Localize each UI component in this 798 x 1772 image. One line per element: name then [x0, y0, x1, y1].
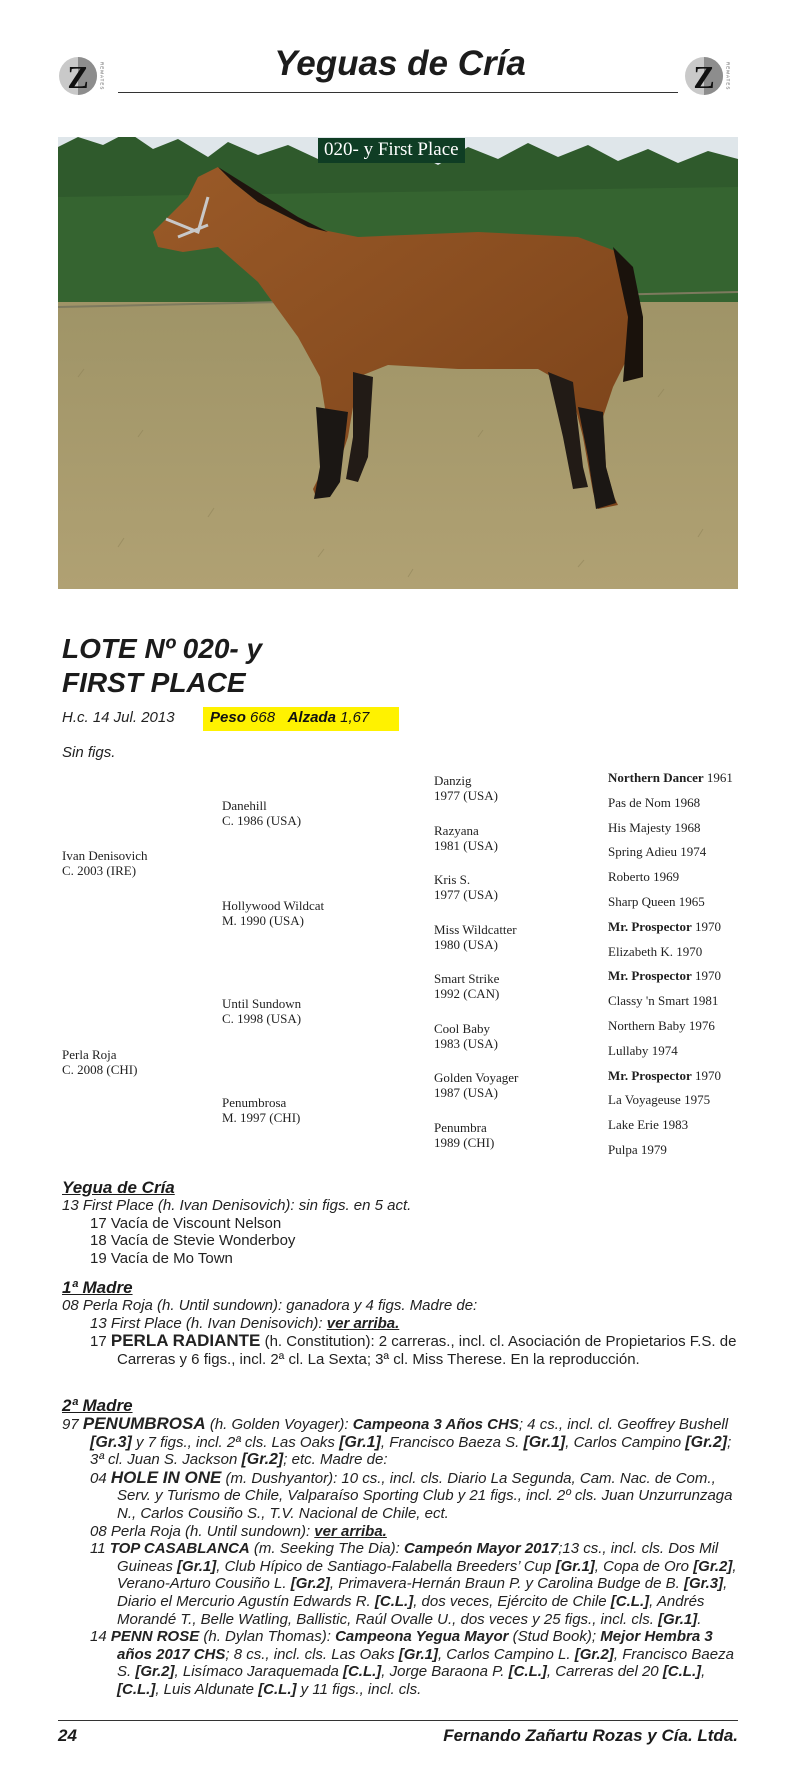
- pedigree-detail: C. 2008 (CHI): [62, 1062, 138, 1077]
- entry-text: , Verano-Arturo Cousiño L.: [117, 1557, 737, 1593]
- section-heading: Yegua de Cría: [62, 1178, 175, 1197]
- entry-text: ; etc. Madre de:: [283, 1451, 388, 1469]
- pedigree-year: 1970: [695, 968, 722, 984]
- pedigree-name: Spring Adieu: [608, 844, 677, 860]
- pedigree-year: 1970: [676, 943, 703, 959]
- entry-text: , Carlos Campino: [565, 1433, 686, 1451]
- offspring-name: PENUMBROSA: [82, 1414, 206, 1433]
- pedigree-detail: C. 1998 (USA): [222, 1011, 302, 1026]
- offspring-name: PERLA RADIANTE: [110, 1331, 261, 1351]
- entry-line: 08 Perla Roja (h. Until sundown): ganadora y 4 figs. Madre de:: [62, 1297, 478, 1314]
- pedigree-gen4-entry: [608, 968, 721, 984]
- horse-photo: [58, 137, 738, 589]
- pedigree-name: Miss Wildcatter: [434, 922, 517, 937]
- svg-text:REMATES: REMATES: [725, 62, 731, 91]
- pedigree-gen4-entry: [608, 820, 700, 836]
- entry-year: 17: [90, 1333, 111, 1351]
- header-rule: [118, 92, 678, 93]
- pedigree-gen4-entry: [608, 993, 718, 1009]
- pedigree-detail: C. 2003 (IRE): [62, 863, 137, 878]
- pedigree-name: Perla Roja: [62, 1047, 117, 1062]
- grade-tag: [Gr.2]: [574, 1645, 614, 1663]
- pedigree-year: 1976: [688, 1018, 715, 1033]
- pedigree-detail: C. 1986 (USA): [222, 813, 302, 828]
- pedigree-name: Golden Voyager: [434, 1070, 519, 1085]
- entry-line: [62, 1415, 738, 1469]
- pedigree-gen4-entry: [608, 869, 679, 885]
- pedigree-gen4-entry: [608, 1068, 721, 1084]
- pedigree-name: Classy 'n Smart: [608, 993, 690, 1009]
- section-yegua-de-cria: [62, 1178, 738, 1267]
- pedigree-gen2: [222, 996, 301, 1026]
- ver-arriba-ref: ver arriba.: [314, 1522, 387, 1540]
- pedigree-year: 1968: [674, 794, 701, 810]
- entry-line: 13 First Place (h. Ivan Denisovich): sin figs. en 5 act.: [62, 1197, 412, 1214]
- grade-tag: [C.L.]: [342, 1663, 382, 1681]
- entry-line: 18 Vacía de Stevie Wonderboy: [90, 1232, 296, 1250]
- pedigree-name: La Voyageuse: [608, 1092, 681, 1108]
- offspring-name: PENN ROSE: [110, 1628, 200, 1646]
- section-primera-madre: [62, 1278, 738, 1368]
- grade-tag: [Gr.2]: [135, 1663, 175, 1681]
- grade-tag: [Gr.2]: [693, 1557, 733, 1575]
- grade-tag: [Gr.1]: [523, 1433, 566, 1451]
- entry-line: [62, 1315, 738, 1333]
- lot-number: LOTE Nº 020- y: [62, 633, 263, 664]
- remates-logo-left: [58, 52, 106, 100]
- remates-logo-right: [684, 52, 732, 100]
- pedigree-name: Sharp Queen: [608, 894, 676, 909]
- entry-text: (h. Dylan Thomas):: [199, 1628, 336, 1646]
- entry-text: , Luis Aldunate: [155, 1680, 259, 1698]
- pedigree-gen4-entry: [608, 844, 706, 860]
- pedigree-detail: 1977 (USA): [434, 887, 498, 902]
- section-segunda-madre: [62, 1396, 738, 1699]
- pedigree-gen3: [434, 872, 498, 902]
- figs-text: Sin figs.: [62, 744, 116, 761]
- alzada-label: Alzada: [287, 709, 336, 726]
- entry-text: (h. Constitution): 2 carreras., incl. cl. Asociación de Propietarios F.S. de Carreras y 6 figs., incl. 2ª cl. La Sexta; 3ª cl. Miss Therese. En la reproducción.: [117, 1333, 737, 1368]
- entry-text: , Francisco Baeza S.: [380, 1433, 524, 1451]
- pedigree-name: Lullaby: [608, 1042, 649, 1058]
- entry-year: 04: [90, 1469, 111, 1487]
- pedigree-gen4-entry: [608, 1043, 678, 1059]
- pedigree-gen4-entry: [608, 1018, 715, 1034]
- entry-year: 97: [62, 1416, 83, 1433]
- grade-tag: [Gr.1]: [177, 1557, 217, 1575]
- grade-tag: [Gr.1]: [658, 1610, 698, 1628]
- entry-text: , Diario el Mercurio Agustín Edwards R.: [117, 1575, 728, 1610]
- entry-text: (Stud Book);: [508, 1628, 601, 1646]
- entry-text: , Carreras del 20: [546, 1663, 663, 1681]
- pedigree-sire: [62, 848, 148, 878]
- grade-tag: [C.L.]: [610, 1592, 650, 1610]
- entry-title: Campeona Yegua Mayor: [335, 1628, 509, 1646]
- entry-text: (m. Seeking The Dia):: [249, 1540, 404, 1558]
- pedigree-detail: 1989 (CHI): [434, 1135, 495, 1150]
- pedigree-name: Roberto: [608, 869, 650, 885]
- entry-text: (h. Golden Voyager):: [205, 1416, 353, 1433]
- pedigree-gen4-entry: [608, 1142, 667, 1158]
- photo-caption: 020- y First Place: [318, 138, 465, 163]
- pedigree-gen4-entry: [608, 894, 705, 910]
- entry-text: (m. Dushyantor): 10 cs., incl. cls. Diario La Segunda, Cam. Nac. de Com., Serv. y Turismo de Chile, Valparaíso Sporting Club y 21 figs., incl. 2º cls. Juan Unzurrunzaga N., Carlos Cousiño S., T.V. Nacional de Chile, ect.: [117, 1469, 733, 1522]
- ver-arriba-ref: ver arriba.: [326, 1314, 400, 1332]
- entry-text: , Francisco Baeza S.: [117, 1645, 734, 1681]
- entry-title: Mejor Hembra 3 años 2017 CHS: [117, 1628, 713, 1663]
- entry-text: ; 3ª cl. Juan S. Jackson: [90, 1433, 732, 1469]
- entry-text: , Andrés Morandé T., Belle Watling, Ballistic, Raúl Ovalle U., dos veces y 25 figs., incl. cls.: [117, 1592, 705, 1628]
- grade-tag: [Gr.1]: [555, 1557, 595, 1575]
- grade-tag: [C.L.]: [374, 1592, 414, 1610]
- pedigree-detail: 1977 (USA): [434, 788, 498, 803]
- entry-text: y 11 figs., incl. cls.: [296, 1680, 422, 1698]
- entry-text: , Carlos Campino L.: [437, 1645, 575, 1663]
- grade-tag: [Gr.1]: [398, 1645, 438, 1663]
- svg-text:REMATES: REMATES: [99, 62, 105, 91]
- pedigree-name: Danzig: [434, 773, 472, 788]
- pedigree-name: Mr. Prospector: [608, 968, 692, 984]
- grade-tag: [C.L.]: [508, 1663, 547, 1681]
- entry-text: 08 Perla Roja (h. Until sundown):: [90, 1522, 315, 1540]
- pedigree-year: 1975: [684, 1092, 711, 1108]
- pedigree-gen3: [434, 823, 498, 853]
- pedigree-name: Northern Baby: [608, 1018, 686, 1033]
- pedigree-name: Northern Dancer: [608, 770, 704, 785]
- pedigree-detail: 1980 (USA): [434, 937, 498, 952]
- entry-title: Campeón Mayor 2017: [403, 1540, 559, 1558]
- pedigree-name: Smart Strike: [434, 971, 500, 986]
- entry-title: Campeona 3 Años CHS: [352, 1416, 519, 1433]
- pedigree-gen3: [434, 922, 517, 952]
- pedigree-gen4-entry: [608, 1092, 710, 1108]
- section-heading: 2ª Madre: [62, 1396, 133, 1415]
- pedigree-gen4-entry: [608, 1117, 688, 1133]
- entry-text: , Copa de Oro: [594, 1557, 694, 1575]
- pedigree-year: 1970: [695, 1067, 722, 1083]
- measurements: [210, 709, 369, 726]
- pedigree-year: 1983: [662, 1117, 689, 1133]
- grade-tag: [C.L.]: [662, 1663, 702, 1681]
- entry-text: 13 First Place (h. Ivan Denisovich):: [90, 1314, 327, 1332]
- entry-text: , Primavera-Hernán Braun P. y Carolina Budge de B.: [329, 1575, 684, 1593]
- pedigree-name: Penumbra: [434, 1120, 487, 1135]
- entry-text: , dos veces, Ejército de Chile: [413, 1592, 611, 1610]
- pedigree-gen3: [434, 773, 498, 803]
- pedigree-gen3: [434, 1070, 518, 1100]
- entry-text: ,: [701, 1663, 706, 1681]
- pedigree-detail: M. 1997 (CHI): [222, 1110, 301, 1125]
- page-number: 24: [58, 1726, 77, 1745]
- grade-tag: [Gr.2]: [290, 1575, 330, 1593]
- pedigree-name: Mr. Prospector: [608, 918, 692, 934]
- svg-text:Z: Z: [693, 59, 715, 95]
- entry-line: 17 Vacía de Viscount Nelson: [90, 1214, 282, 1232]
- pedigree-gen3: [434, 1021, 498, 1051]
- pedigree-year: 1974: [680, 844, 707, 860]
- pedigree-year: 1968: [674, 819, 701, 835]
- entry-text: ; 8 cs., incl. cls. Las Oaks: [225, 1645, 399, 1663]
- entry-line: [62, 1540, 738, 1628]
- pedigree-gen2: [222, 898, 324, 928]
- entry-text: , Club Hípico de Santiago-Falabella Breeders’ Cup: [216, 1557, 556, 1575]
- entry-year: 14: [90, 1628, 111, 1646]
- birth-info: H.c. 14 Jul. 2013: [62, 709, 175, 726]
- pedigree-name: Danehill: [222, 798, 267, 813]
- section-heading: 1ª Madre: [62, 1278, 133, 1297]
- alzada-value: 1,67: [340, 709, 370, 726]
- offspring-name: TOP CASABLANCA: [109, 1540, 250, 1558]
- svg-text:Z: Z: [67, 59, 89, 95]
- peso-label: Peso: [210, 709, 246, 726]
- grade-tag: [Gr.3]: [683, 1575, 724, 1593]
- pedigree-name: Pulpa: [608, 1142, 638, 1157]
- lot-title: [62, 632, 262, 700]
- pedigree-name: Lake Erie: [608, 1117, 659, 1133]
- pedigree-gen4-entry: [608, 795, 700, 811]
- pedigree-name: Mr. Prospector: [608, 1067, 692, 1083]
- pedigree-name: Ivan Denisovich: [62, 848, 148, 863]
- pedigree-name: Pas de Nom: [608, 794, 671, 810]
- pedigree-gen4-entry: [608, 919, 721, 935]
- pedigree-gen2: [222, 798, 301, 828]
- pedigree-year: 1961: [706, 770, 733, 785]
- pedigree-year: 1970: [695, 918, 722, 934]
- entry-text: , Lisímaco Jaraquemada: [174, 1663, 343, 1681]
- pedigree-name: Cool Baby: [434, 1021, 490, 1036]
- pedigree-name: Kris S.: [434, 872, 471, 887]
- horse-name: FIRST PLACE: [62, 667, 246, 698]
- pedigree-year: 1969: [653, 869, 680, 885]
- grade-tag: [C.L.]: [258, 1680, 297, 1698]
- page-title: Yeguas de Cría: [274, 44, 526, 83]
- pedigree-name: Elizabeth K.: [608, 943, 673, 959]
- pedigree-gen2: [222, 1095, 300, 1125]
- pedigree-gen3: [434, 1120, 494, 1150]
- entry-line: [62, 1332, 738, 1368]
- pedigree-year: 1974: [651, 1042, 678, 1058]
- footer-rule: [58, 1720, 738, 1721]
- grade-tag: [Gr.3]: [90, 1433, 132, 1451]
- pedigree-name: Razyana: [434, 823, 479, 838]
- grade-tag: [Gr.2]: [685, 1433, 728, 1451]
- pedigree-year: 1979: [640, 1142, 667, 1157]
- pedigree-detail: M. 1990 (USA): [222, 913, 304, 928]
- entry-text: .: [697, 1610, 702, 1628]
- entry-year: 11: [90, 1540, 110, 1558]
- grade-tag: [C.L.]: [117, 1680, 156, 1698]
- grade-tag: [Gr.1]: [339, 1433, 381, 1451]
- pedigree-name: Until Sundown: [222, 996, 302, 1011]
- entry-text: ;13 cs., incl. cls. Dos Mil Guineas: [117, 1540, 719, 1575]
- entry-line: [62, 1628, 738, 1698]
- pedigree-dam: [62, 1047, 137, 1077]
- entry-text: ; 4 cs., incl. cl. Geoffrey Bushell: [518, 1416, 729, 1433]
- footer-company: Fernando Zañartu Rozas y Cía. Ltda.: [443, 1726, 738, 1745]
- pedigree-gen4-entry: [608, 944, 702, 960]
- pedigree-year: 1965: [678, 894, 705, 909]
- pedigree-name: Penumbrosa: [222, 1095, 287, 1110]
- entry-text: y 7 figs., incl. 2ª cls. Las Oaks: [131, 1433, 340, 1451]
- entry-line: 19 Vacía de Mo Town: [90, 1249, 233, 1267]
- pedigree-name: His Majesty: [608, 819, 672, 835]
- pedigree-year: 1981: [692, 993, 719, 1009]
- pedigree-detail: 1981 (USA): [434, 838, 498, 853]
- pedigree-gen4-entry: [608, 770, 733, 786]
- entry-line: [62, 1469, 738, 1523]
- pedigree-detail: 1983 (USA): [434, 1036, 498, 1051]
- pedigree-detail: 1987 (USA): [434, 1085, 498, 1100]
- pedigree-gen3: [434, 971, 499, 1001]
- entry-line: [62, 1523, 738, 1541]
- offspring-name: HOLE IN ONE: [110, 1467, 222, 1487]
- pedigree-detail: 1992 (CAN): [434, 986, 500, 1001]
- peso-value: 668: [250, 709, 276, 726]
- grade-tag: [Gr.2]: [241, 1451, 284, 1469]
- pedigree-name: Hollywood Wildcat: [222, 898, 325, 913]
- entry-text: , Jorge Baraona P.: [381, 1663, 509, 1681]
